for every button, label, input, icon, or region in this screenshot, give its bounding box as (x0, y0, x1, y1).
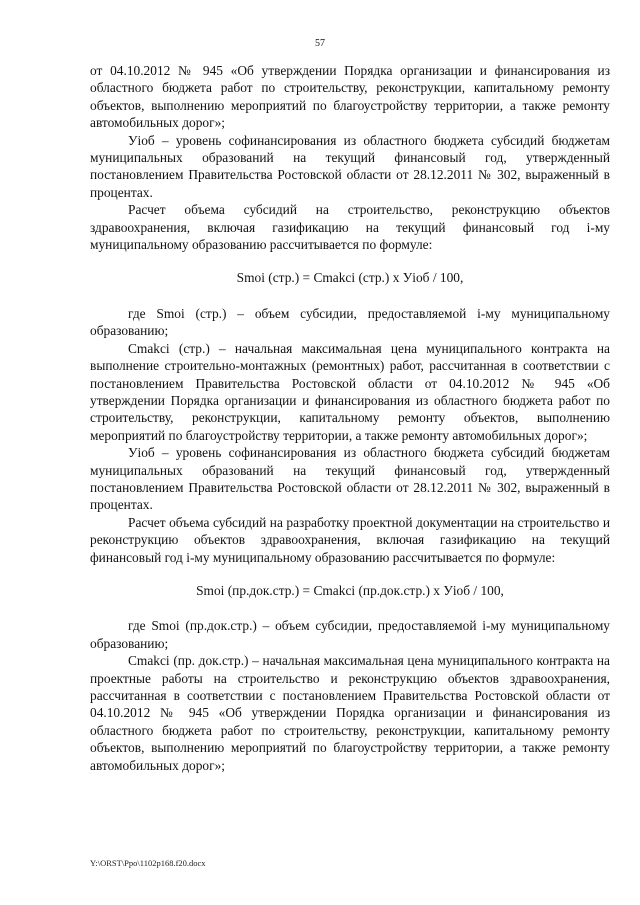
paragraph-uiob-definition-2: Уioб – уровень софинансирования из областного бюджета субсидий бюджетам муниципальных образований на текущий финансовый год, утвержденный постановлением Правительства Ростовской области от 28.12.2011 № 302, выраженный в процентах. (90, 445, 610, 513)
paragraph-cmakci-design-definition: Cmakci (пр. док.стр.) – начальная максимальная цена муниципального контракта на проектные работы на строительство и реконструкцию объектов здравоохранения, рассчитанная в соответствии с постановлением Правительства Ростовской области от 04.10.2012 № 945 «Об утверждении Порядка организации и финансирования из областного бюджета работ по строительству, реконструкции, капитальному ремонту объектов, выполнению мероприятий по благоустройству территории, а также ремонту автомобильных дорог»; (90, 653, 610, 773)
body-text (90, 62, 610, 774)
formula-construction: Smoi (стр.) = Cmakci (стр.) х Уioб / 100, (236, 270, 464, 286)
paragraph-uiob-definition: Уioб – уровень софинансирования из областного бюджета субсидий бюджетам муниципальных образований на текущий финансовый год, утвержденный постановлением Правительства Ростовской области от 28.12.2011 № 302, выраженный в процентах. (90, 132, 610, 200)
paragraph-design-intro: Расчет объема субсидий на разработку проектной документации на строительство и реконструкцию объектов здравоохранения, включая газификацию на текущий финансовый год i-му муниципальному образованию рассчитывается по формуле: (90, 514, 610, 565)
paragraph-smoi-design-definition: где Smoi (пр.док.стр.) – объем субсидии, предоставляемой i-му муниципальному образованию; (90, 618, 610, 651)
paragraph-continuation: от 04.10.2012 № 945 «Об утверждении Порядка организации и финансирования из областного бюджета работ по строительству, реконструкции, капитальному ремонту объектов, выполнению мероприятий по благоустройству территории, а также ремонту автомобильных дорог»; (90, 63, 610, 131)
page-number: 57 (315, 38, 325, 49)
paragraph-smoi-definition: где Smoi (стр.) – объем субсидии, предоставляемой i-му муниципальному образованию; (90, 305, 610, 339)
paragraph-construction-intro: Расчет объема субсидий на строительство, реконструкцию объектов здравоохранения, включая газификацию на текущий финансовый год i-му муниципальному образованию рассчитывается по формуле: (90, 202, 610, 253)
formula-design: Smoi (пр.док.стр.) = Cmakci (пр.док.стр.) х Уioб / 100, (196, 582, 504, 598)
paragraph-cmakci-definition: Cmakci (стр.) – начальная максимальная цена муниципального контракта на выполнение строительно-монтажных (ремонтных) работ, рассчитанная в соответствии с постановлением Правительства Ростовской области от 04.10.2012 № 945 «Об утверждении Порядка организации и финансирования из областного бюджета работ по строительству, реконструкции, капитальному ремонту объектов, выполнению мероприятий по благоустройству территории, а также ремонту автомобильных дорог»; (90, 340, 610, 443)
footer-file-path: Y:\ORST\Ppo\1102p168.f20.docx (90, 858, 206, 868)
